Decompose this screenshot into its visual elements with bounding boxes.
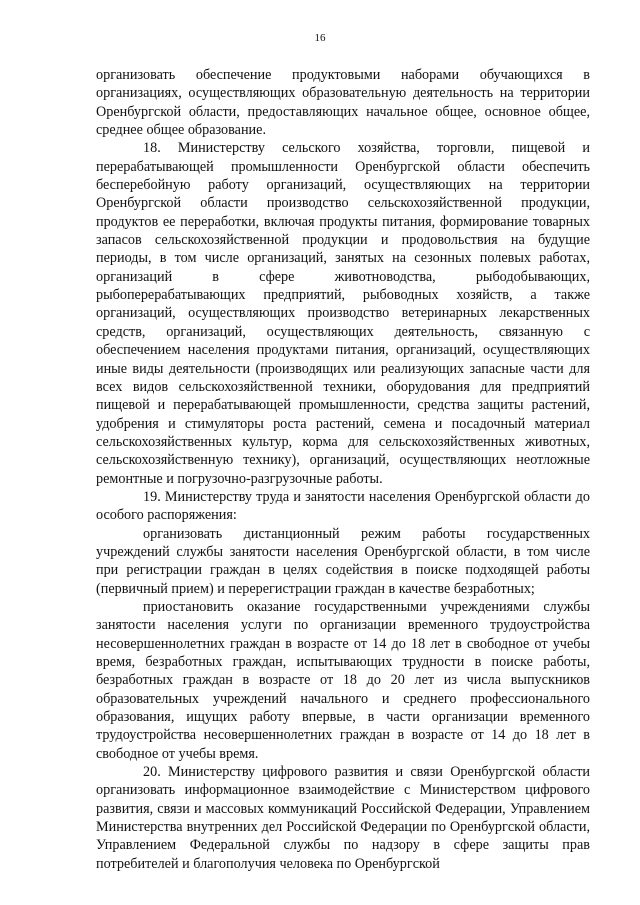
paragraph-item-19-b: приостановить оказание государственными учреждениями службы занятости населения услуги по организации временного трудоустройства несовершеннолетних граждан в возрасте от 14 до 18 лет в свободное от учебы время, безработных граждан, испытывающих трудности в поиске работы, безработных граждан в возрасте от 18 до 20 лет из числа выпускников образовательных учреждений начального и среднего профессионального образования, ищущих работу впервые, в части организации временного трудоустройства несовершеннолетних граждан в возрасте от 14 до 18 лет в свободное от учебы время. <box>96 598 590 762</box>
paragraph-item-19-a: организовать дистанционный режим работы государственных учреждений службы занятости населения Оренбургской области, в том числе при регистрации граждан в целях содействия в поиске подходящей работы (первичный прием) и перерегистрации граждан в качестве безработных; <box>96 525 590 597</box>
paragraph-item-18: 18. Министерству сельского хозяйства, торговли, пищевой и перерабатывающей промышленности Оренбургской области обеспечить бесперебойную работу организаций, осуществляющих на территории Оренбургской области производство сельскохозяйственной продукции, продуктов ее переработки, включая продукты питания, формирование товарных запасов сельскохозяйственной продукции и продовольствия на будущие периоды, в том числе организаций, занятых на сезонных полевых работах, организаций в сфере животноводства, рыбодобывающих, рыбоперерабатывающих предприятий, рыбоводных хозяйств, а также организаций, осуществляющих производство ветеринарных лекарственных средств, организаций, осуществляющих деятельность, связанную с обеспечением населения продуктами питания, организаций, осуществляющих иные виды деятельности (производящих или реализующих запасные части для всех видов сельскохозяйственной техники, оборудования для предприятий пищевой и перерабатывающей промышленности, средства защиты растений, удобрения и стимуляторы роста растений, семена и посадочный материал сельскохозяйственных культур, корма для сельскохозяйственных животных, сельскохозяйственную технику), организаций, осуществляющих неотложные ремонтные и погрузочно-разгрузочные работы. <box>96 140 590 487</box>
paragraph-item-20: 20. Министерству цифрового развития и связи Оренбургской области организовать информационное взаимодействие с Министерством цифрового развития, связи и массовых коммуникаций Российской Федерации, Управлением Министерства внутренних дел Российской Федерации по Оренбургской области, Управлением Федеральной службы по надзору в сфере защиты прав потребителей и благополучия человека по Оренбургской <box>96 764 590 872</box>
document-body <box>96 66 590 873</box>
paragraph-continuation: организовать обеспечение продуктовыми наборами обучающихся в организациях, осуществляющих образовательную деятельность на территории Оренбургской области, предоставляющих начальное общее, основное общее, среднее общее образование. <box>96 67 590 139</box>
paragraph-item-19: 19. Министерству труда и занятости населения Оренбургской области до особого распоряжения: <box>96 488 590 524</box>
page-number: 16 <box>314 32 326 44</box>
